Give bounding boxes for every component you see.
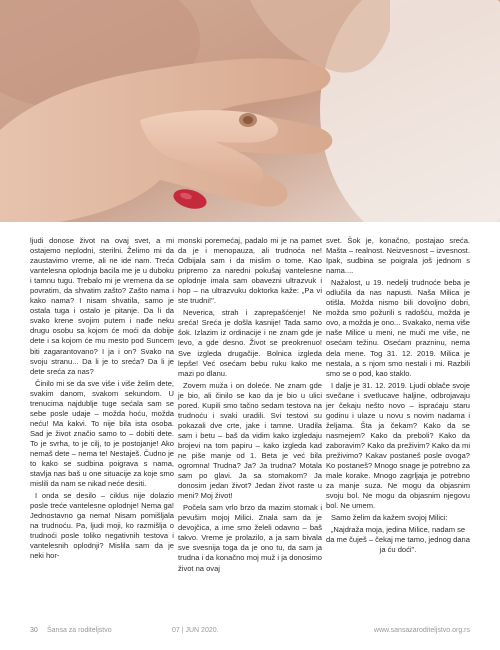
magazine-name: Šansa za roditeljstvo — [47, 627, 112, 634]
paragraph: monski poremećaj, padalo mi je na pamet da je i menopauza, ali trudnoća ne! Odbijala sam i da mislim o tome. Kao pripremo za naredni pokušaj vantelesne oplodnje imala sam obavezni ultrazvuk i hop – na ultrazvuku doktorka kaže: „Pa vi ste trudni!". — [178, 236, 322, 306]
page-footer — [30, 627, 470, 637]
closing-quote: „Najdraža moja, jedina Milice, nadam se da me čuješ – čekaj me tamo, jednog dana ja ću doći". — [326, 525, 470, 555]
paragraph: Neverica, strah i zaprepašćenje! Ne sreća! Sreća je došla kasnije! Tada samo šok. Izlazim iz ordinacije i ne znam gde je levo, a gde desno. Život se preokrenuo! Sve izgleda drugačije. Bolnica izgleda lepše! Već osećam bebu ruku kako me mazi po dlanu. — [178, 308, 322, 378]
paragraph: I onda se desilo – ciklus nije dolazio posle treće vantelesne oplodnje! Nema ga! Jednostavno ga nema! Nisam pomišljala na trudnoću. Pa, ljudi moji, ko razmišlja o trudnoći posle toliko negativnih testova i vantelesnih oplodnji? Mislila sam da je neki hor- — [30, 491, 174, 561]
page-number: 30 — [30, 627, 38, 634]
paragraph: Zovem muža i on doleće. Ne znam gde je bio, ali činilo se kao da je bio u ulici pored. Kupili smo tačno sedam testova na trudnoću i svaki uradili. Svi testovi su pokazali dve crte, jake i tamne. Uradila sam i betu – baš da vidim kako izgledaju brojevi na tom papiru – kako izgleda kad ne piše manje od 1. Beta je već bila ogromna! Trudna? Ja? Ja trudna? Motala sam po glavi. Ja sa stomakom? Ja donosim jedan život? Jedan život raste u meni? Moj život! — [178, 380, 322, 501]
paragraph: Nažalost, u 19. nedelji trudnoće beba je odlučila da nas napusti. Naša Milica je otišla. Možda nismo bili dovoljno dobri, možda smo požurili s radošću, možda je ovo, a možda je ono... Svakako, nema više naše Milice u meni, ne muči me više, ne osećam težinu. Osećam prazninu, nema dela mene. Tog 31. 12. 2019. Milica je nestala, a s njom smo nestali i mi. Razbili smo se o pod, kao staklo. — [326, 278, 470, 378]
paragraph: svet. Šok je, konačno, postajao sreća. Mašta – realnost. Neizvesnost – izvesnost. Ipak, sudbina se poigrala još jednom s nama.... — [326, 236, 470, 276]
issue-date: 07 | JUN 2020. — [172, 627, 219, 634]
text-column-3 — [326, 236, 470, 555]
paragraph: Samo želim da kažem svojoj Milici: — [331, 513, 448, 523]
website-link[interactable]: www.sansazaroditeljstvo.org.rs — [373, 627, 470, 634]
paragraph: Činilo mi se da sve više i više želim dete, svakim danom, svakom sekundom. U trenucima najdublje tuge sećala sam se sebe posle udaje – možda hoću, možda neću! Ma kakvi. To nije bila ista osoba. Sad je život značio samo to – dobiti dete. To je svrha, to je cilj, to je postojanje! Ako nemaš dete – nema te! Nestaješ. Čudno je to kako se sudbina poigrava s nama, stavlja nas baš u one situacije za koje smo mislili da nam se nikad neće desiti. — [30, 378, 174, 489]
text-column-1 — [30, 236, 174, 562]
hands-photo — [0, 0, 500, 222]
hands-illustration — [0, 0, 500, 222]
text-column-2 — [178, 236, 322, 574]
paragraph: I dalje je 31. 12. 2019. Ljudi oblače svoje svečane i svetlucave haljine, odbrojavaju jer čekaju nešto novo – ispraćaju staru godinu i ulaze u novu s novim nadama i željama. Šta ja čekam? Kako da se nasmejem? Kako da preboli? Kako da zaboravim? Kako da preživim? Kako da mi preživimo? Kakav postaneš posle ovoga? Ko postaneš? Mnogo snage je potrebno za male korake. Mnogo zagrljaja je potrebno za manje suza. Ne mogu da objasnim svoju bol. Ne mogu da objasnim njegovu bol. Ne umem. — [326, 380, 470, 511]
paragraph: ljudi donose život na ovaj svet, a mi ostajemo neplodni, sterilni. Želimo mi da zaustavimo vreme, ali ne ide nam. Treća vantelesna oplodnja bacila me je u duboku i tamnu tugu. Trebalo mi je vremena da se povratim, da shvatim zašto? Zašto nama i kako nama? I nisam shvatila, samo je ostala tuga i ostalo je pitanje. Da li da svako krene svojim putem i nađe neku drugu osobu sa kojom će moći da dobije dete i sa kojom će mu mesto pod Suncem biti zagarantovano? I ja i on? Svako na svoju stranu... Da li je to sreća? Da li je dete sreća za nas? — [30, 236, 174, 376]
paragraph: Počela sam vrlo brzo da mazim stomak i pevušim mojoj Milici. Znala sam da je devojčica, a ime smo želeli odavno – baš takvo. Vreme je prolazilo, a ja sam bivala sve svesnija toga da je ono tu, da sam ja trudna i da konačno moj muž i ja donosimo život na ovaj — [178, 503, 322, 573]
